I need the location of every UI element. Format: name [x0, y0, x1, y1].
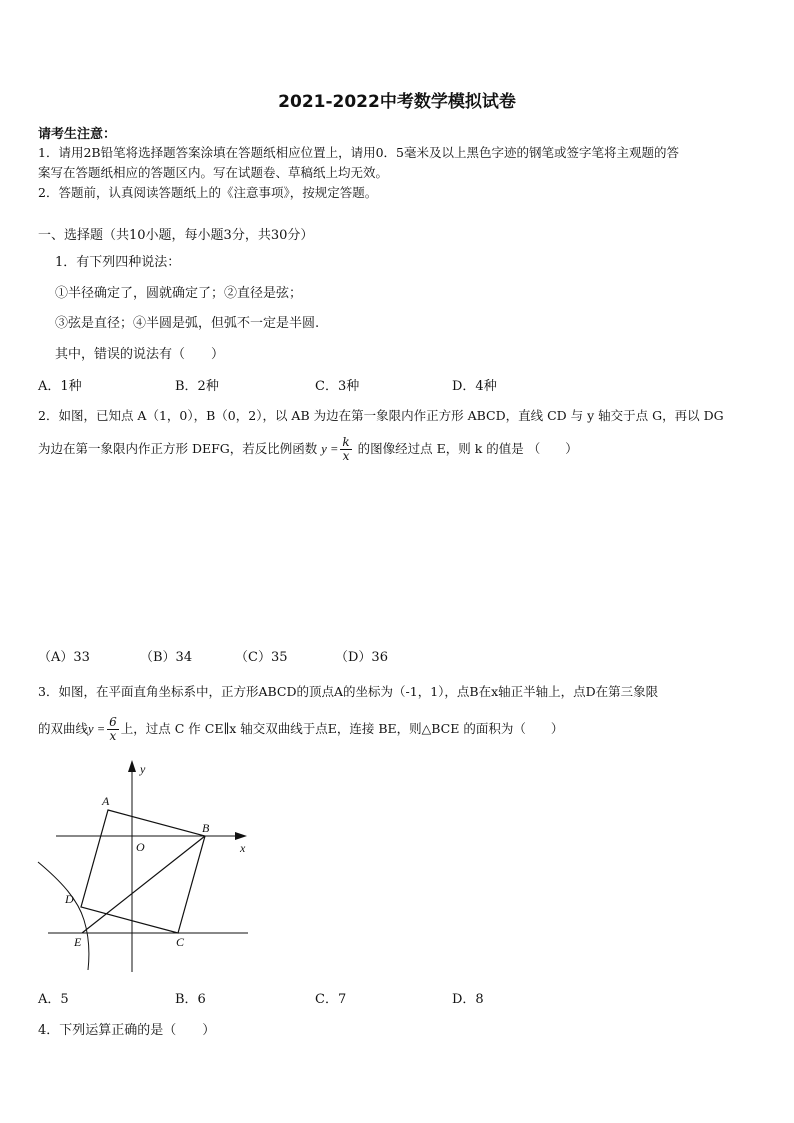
q3-line-1: 3．如图，在平面直角坐标系中，正方形ABCD的顶点A的坐标为（-1，1），点B在x轴正半轴上，点D在第三象限: [38, 684, 659, 699]
square-abcd: [81, 810, 205, 933]
q3-option-b[interactable]: B．6: [175, 992, 206, 1007]
q1-ask: 其中，错误的说法有（ ）: [55, 347, 225, 362]
q2-option-b[interactable]: （B）34: [140, 650, 193, 665]
hyperbola-curve: [38, 862, 89, 970]
q3-figure: [30, 755, 260, 975]
notice-line-1: 1．请用2B铅笔将选择题答案涂填在答题纸相应位置上，请用0．5毫米及以上黑色字迹的钢笔或签字笔将主观题的答: [38, 145, 679, 160]
q3-line-2a: 的双曲线: [38, 721, 89, 736]
q1-option-a[interactable]: A．1种: [38, 379, 82, 394]
q1-option-d[interactable]: D．4种: [452, 379, 497, 394]
label-x: x: [240, 841, 246, 855]
q3-line-2b: 上，过点 C 作 CE∥x 轴交双曲线于点E，连接 BE，则△BCE 的面积为（ ）: [120, 721, 564, 736]
q2-option-c[interactable]: （C）35: [235, 650, 288, 665]
page-title: 2021-2022中考数学模拟试卷: [278, 92, 516, 112]
q1-stem: 1．有下列四种说法：: [55, 255, 181, 270]
y-axis-arrow-icon: [128, 760, 136, 772]
section-heading: 一、选择题（共10小题，每小题3分，共30分）: [38, 228, 314, 243]
q3-fraction-numerator: 6: [109, 715, 117, 729]
x-axis-arrow-icon: [235, 832, 247, 840]
q4-stem: 4．下列运算正确的是（ ）: [38, 1023, 216, 1038]
q3-function-y: y =: [88, 722, 106, 736]
label-b: B: [202, 821, 210, 835]
q1-option-c[interactable]: C．3种: [315, 379, 360, 394]
q1-statement-1: ①半径确定了，圆就确定了；②直径是弦；: [55, 286, 303, 301]
label-y: y: [140, 762, 146, 776]
label-e: E: [74, 935, 82, 949]
q3-fraction: [107, 716, 119, 743]
label-o: O: [136, 840, 145, 854]
q2-line-2b: 的图像经过点 E，则 k 的值是 （ ）: [357, 441, 578, 456]
q2-line-2a: 为边在第一象限内作正方形 DEFG，若反比例函数: [38, 441, 318, 456]
q3-option-a[interactable]: A．5: [38, 992, 69, 1007]
q2-fraction-numerator: k: [342, 435, 350, 449]
q3-line-2: [38, 714, 563, 744]
q2-fraction-denominator: x: [342, 449, 350, 463]
q2-option-d[interactable]: （D）36: [335, 650, 388, 665]
q2-fraction: [340, 436, 351, 463]
notice-line-3: 2．答题前，认真阅读答题纸上的《注意事项》，按规定答题。: [38, 185, 378, 200]
q3-fraction-denominator: x: [109, 729, 117, 743]
label-c: C: [176, 935, 185, 949]
notice-line-2: 案写在答题纸相应的答题区内。写在试题卷、草稿纸上均无效。: [38, 165, 389, 180]
q1-option-b[interactable]: B．2种: [175, 379, 219, 394]
q3-option-d[interactable]: D．8: [452, 992, 484, 1007]
q1-statement-2: ③弦是直径；④半圆是弧，但弧不一定是半圆.: [55, 316, 320, 331]
q2-line-1: 2．如图，已知点 A（1，0），B（0，2），以 AB 为边在第一象限内作正方形 ABCD，直线 CD 与 y 轴交于点 G，再以 DG: [38, 408, 724, 423]
label-a: A: [102, 794, 110, 808]
notice-heading: 请考生注意：: [38, 127, 117, 142]
q2-function-y: y =: [321, 442, 339, 456]
q3-option-c[interactable]: C．7: [315, 992, 347, 1007]
q2-line-2: [38, 434, 578, 464]
label-d: D: [65, 892, 74, 906]
q2-option-a[interactable]: （A）33: [38, 650, 90, 665]
